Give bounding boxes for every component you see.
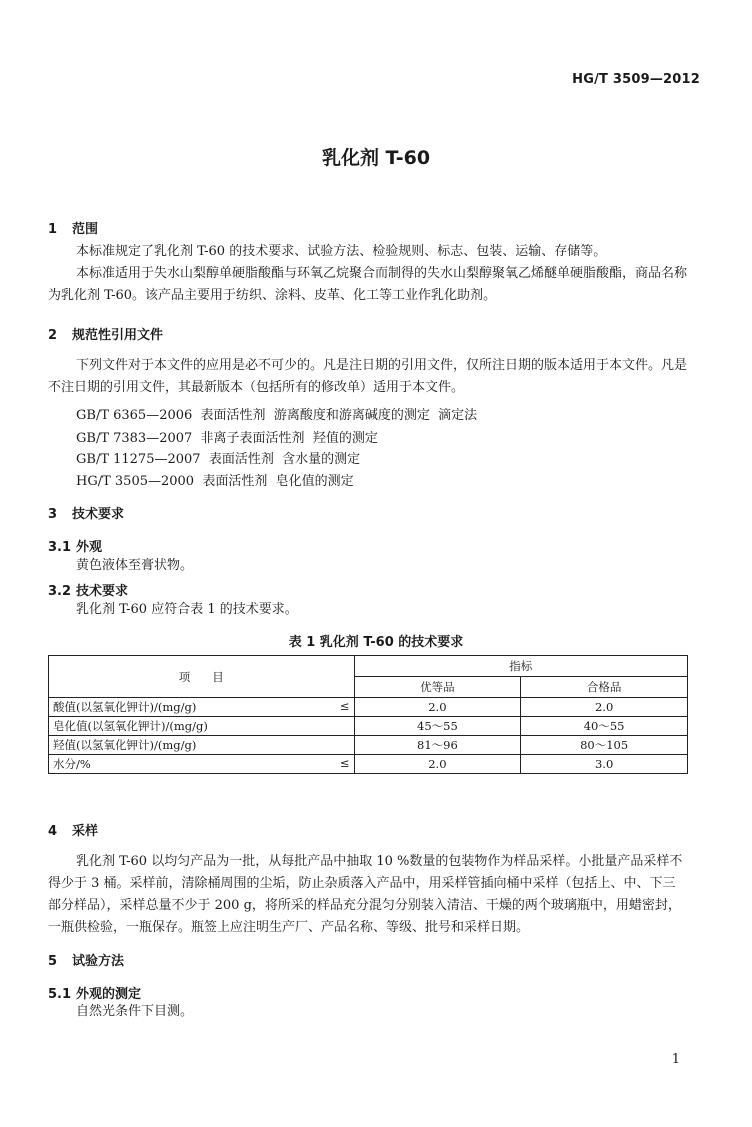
section-number: 5.1 <box>48 987 72 1002</box>
item-label: 羟值(以氢氧化钾计)/(mg/g) <box>53 738 197 752</box>
item-label: 皂化值(以氢氧化钾计)/(mg/g) <box>53 719 208 733</box>
qualified-value: 40～55 <box>521 717 688 736</box>
table-caption: 表 1 乳化剂 T-60 的技术要求 <box>288 635 464 650</box>
item-cell <box>49 755 355 774</box>
header-grade-premium: 优等品 <box>354 677 521 698</box>
section-3-heading <box>48 503 124 522</box>
section-3-1-heading <box>48 536 102 555</box>
standard-code: HG/T 3509—2012 <box>572 72 700 87</box>
section-number: 2 <box>48 328 58 343</box>
section-title: 技术要求 <box>76 584 129 599</box>
operator-symbol: ≤ <box>339 699 350 713</box>
item-cell <box>49 717 355 736</box>
table-row <box>49 698 688 717</box>
technical-requirement-text: 乳化剂 T-60 应符合表 1 的技术要求。 <box>76 602 298 617</box>
table-row <box>49 736 688 755</box>
section-title: 试验方法 <box>72 954 125 969</box>
premium-value: 45～55 <box>354 717 521 736</box>
reference-item: GB/T 6365—2006 表面活性剂 游离酸度和游离碱度的测定 滴定法 <box>76 408 478 423</box>
table-row <box>49 717 688 736</box>
premium-value: 2.0 <box>354 698 521 717</box>
header-grade-qualified: 合格品 <box>521 677 688 698</box>
page-number: 1 <box>671 1052 680 1067</box>
spec-table <box>48 655 688 774</box>
appearance-text: 黄色液体至膏状物。 <box>76 558 194 573</box>
premium-value: 81～96 <box>354 736 521 755</box>
table-row <box>49 755 688 774</box>
table-header-row <box>49 656 688 677</box>
item-label: 水分/% <box>53 757 91 771</box>
qualified-value: 3.0 <box>521 755 688 774</box>
section-title: 范围 <box>72 222 99 237</box>
section-3-2-heading <box>48 580 128 599</box>
appearance-test-text: 自然光条件下目测。 <box>76 1004 194 1019</box>
scope-paragraph-1: 本标准规定了乳化剂 T-60 的技术要求、试验方法、检验规则、标志、包装、运输、存储等。 <box>76 244 607 259</box>
scope-paragraph-2: 本标准适用于失水山梨醇单硬脂酸酯与环氧乙烷聚合而制得的失水山梨醇聚氧乙烯醚单硬脂酸酯，商品名称为乳化剂 T-60。该产品主要用于纺织、涂料、皮革、化工等工业作乳化助剂。 <box>48 266 688 303</box>
section-number: 1 <box>48 222 58 237</box>
item-cell <box>49 698 355 717</box>
section-4-heading <box>48 820 98 839</box>
section-number: 4 <box>48 824 58 839</box>
sampling-paragraph: 乳化剂 T-60 以均匀产品为一批，从每批产品中抽取 10 %数量的包装物作为样品采样。小批量产品采样不得少于 3 桶。采样前，清除桶周围的尘垢，防止杂质落入产品中，用采样管插向桶中采样（包括上、中、下三部分样品），采样总量不少于 200 g，将所采的样品充分混匀分别装入清洁、干燥的两个玻璃瓶中，用蜡密封，一瓶供检验，一瓶保存。瓶签上应注明生产厂、产品名称、等级、批号和采样日期。 <box>48 854 683 935</box>
qualified-value: 80～105 <box>521 736 688 755</box>
premium-value: 2.0 <box>354 755 521 774</box>
item-label: 酸值(以氢氧化钾计)/(mg/g) <box>53 700 197 714</box>
section-title: 采样 <box>72 824 99 839</box>
reference-item: GB/T 7383—2007 非离子表面活性剂 羟值的测定 <box>76 431 378 446</box>
reference-item: HG/T 3505—2000 表面活性剂 皂化值的测定 <box>76 474 354 489</box>
document-title: 乳化剂 T-60 <box>321 147 431 169</box>
header-index: 指标 <box>354 656 687 677</box>
section-5-1-heading <box>48 983 141 1002</box>
section-number: 3.2 <box>48 584 72 599</box>
header-item: 项 目 <box>49 656 355 698</box>
section-2-heading <box>48 324 163 343</box>
section-number: 5 <box>48 954 58 969</box>
section-title: 规范性引用文件 <box>72 328 164 343</box>
section-number: 3 <box>48 507 58 522</box>
section-number: 3.1 <box>48 540 72 555</box>
reference-item: GB/T 11275—2007 表面活性剂 含水量的测定 <box>76 452 361 467</box>
item-cell <box>49 736 355 755</box>
section-1-heading <box>48 218 98 237</box>
normative-intro-paragraph: 下列文件对于本文件的应用是必不可少的。凡是注日期的引用文件，仅所注日期的版本适用于本文件。凡是不注日期的引用文件，其最新版本（包括所有的修改单）适用于本文件。 <box>48 358 688 395</box>
qualified-value: 2.0 <box>521 698 688 717</box>
section-5-heading <box>48 950 124 969</box>
operator-symbol: ≤ <box>339 756 350 770</box>
section-title: 外观的测定 <box>76 987 142 1002</box>
section-title: 技术要求 <box>72 507 125 522</box>
section-title: 外观 <box>76 540 103 555</box>
